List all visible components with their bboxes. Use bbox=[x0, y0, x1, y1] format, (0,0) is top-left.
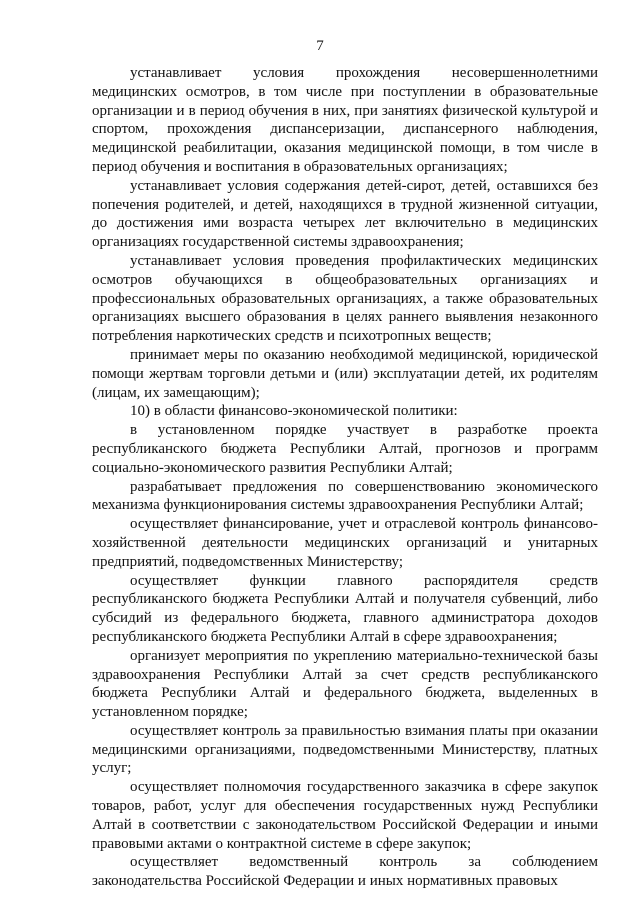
paragraph: осуществляет ведомственный контроль за соблюдением законодательства Российской Федерации и иных нормативных правовых bbox=[92, 854, 598, 890]
paragraph: в установленном порядке участвует в разработке проекта республиканского бюджета Республики Алтай, прогнозов и программ социально-экономического развития Республики Алтай; bbox=[92, 422, 598, 476]
document-body bbox=[92, 64, 598, 891]
paragraph: разрабатывает предложения по совершенствованию экономического механизма функционирования системы здравоохранения Республики Алтай; bbox=[92, 478, 598, 514]
paragraph: осуществляет контроль за правильностью взимания платы при оказании медицинскими организациями, подведомственными Министерству, платных услуг; bbox=[92, 722, 598, 777]
section-heading: 10) в области финансово-экономической политики: bbox=[130, 403, 458, 420]
paragraph: организует мероприятия по укреплению материально-технической базы здравоохранения Республики Алтай за счет средств республиканского бюджета Республики Алтай и федерального бюджета, выделенных в установленном порядке; bbox=[92, 647, 598, 721]
paragraph: осуществляет финансирование, учет и отраслевой контроль финансово-хозяйственной деятельности медицинских организаций и унитарных предприятий, подведомственных Министерству; bbox=[92, 516, 598, 570]
paragraph: осуществляет функции главного распорядителя средств республиканского бюджета Республики Алтай и получателя субвенций, либо субсидий из федерального бюджета, главного администратора доходов республиканского бюджета Республики Алтай в сфере здравоохранения; bbox=[92, 572, 598, 645]
paragraph: устанавливает условия содержания детей-сирот, детей, оставшихся без попечения родителей, и детей, находящихся в трудной жизненной ситуации, до достижения ими возраста четырех лет включительно в медицинских организациях государственной системы здравоохранения; bbox=[92, 177, 598, 251]
page-number: 7 bbox=[316, 38, 324, 54]
paragraph: устанавливает условия прохождения несовершеннолетними медицинских осмотров, в том числе при поступлении в образовательные организации и в период обучения в них, при занятиях физической культурой и спортом, прохождения диспансеризации, диспансерного наблюдения, медицинской реабилитации, оказания медицинской помощи, в том числе в период обучения и воспитания в образовательных организациях; bbox=[92, 65, 598, 175]
paragraph: осуществляет полномочия государственного заказчика в сфере закупок товаров, работ, услуг для обеспечения государственных нужд Республики Алтай в соответствии с законодательством Российской Федерации и иными правовыми актами о контрактной системе в сфере закупок; bbox=[92, 779, 598, 852]
paragraph: принимает меры по оказанию необходимой медицинской, юридической помощи жертвам торговли детьми и (или) эксплуатации детей, их родителям (лицам, их замещающим); bbox=[92, 346, 598, 401]
paragraph: устанавливает условия проведения профилактических медицинских осмотров обучающихся в общеобразовательных организациях и профессиональных образовательных организациях, а также образовательных организациях высшего образования в целях раннего выявления незаконного потребления наркотических средств и психотропных веществ; bbox=[92, 252, 598, 345]
